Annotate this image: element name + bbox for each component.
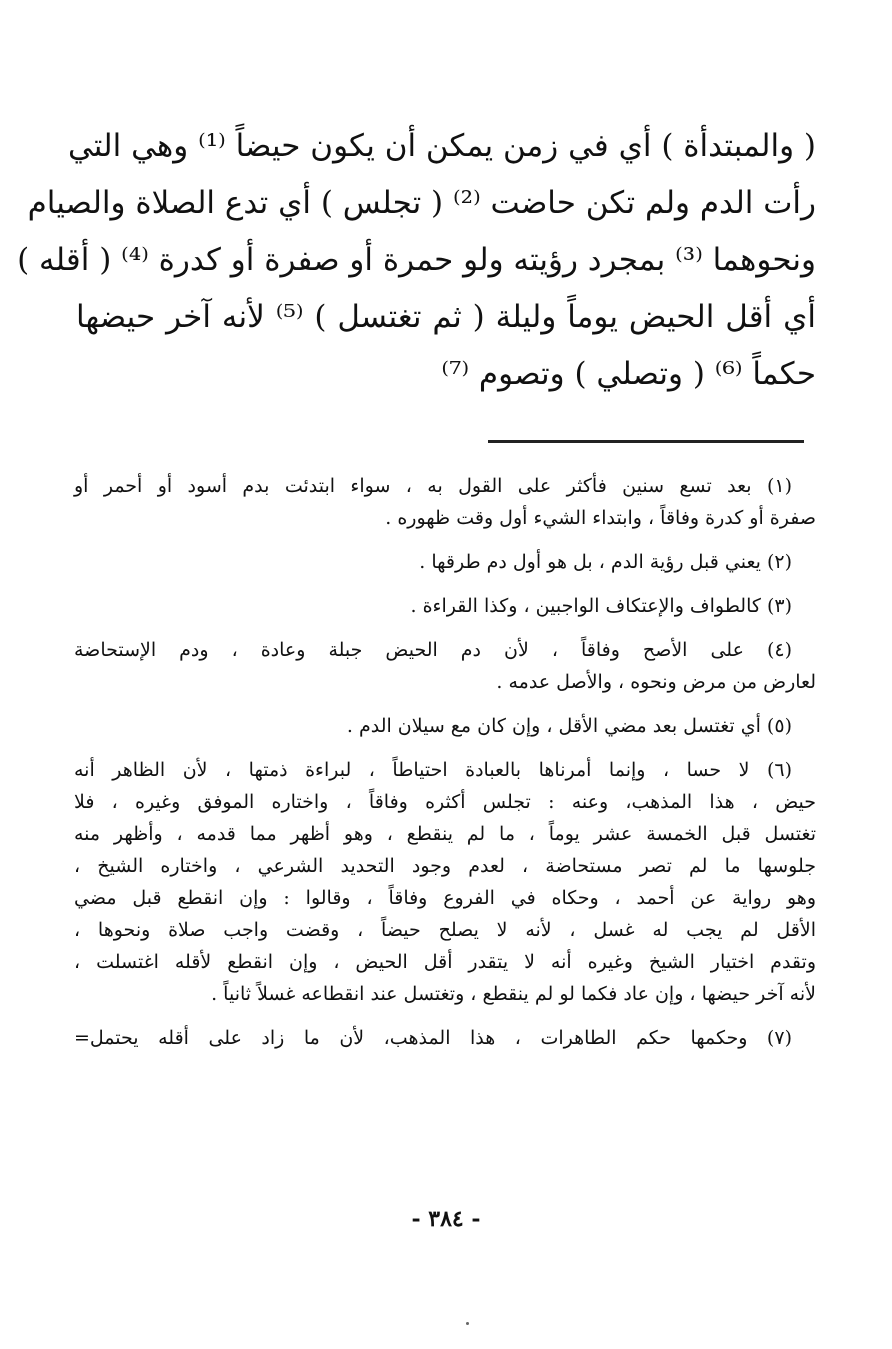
footnote-4	[74, 634, 816, 698]
footnote-line: حيض ، هذا المذهب، وعنه : تجلس أكثره وفاقاً ، واختاره الموفق وغيره ، فلا	[74, 791, 816, 813]
main-text-line: ( والمبتدأة ) أي في زمن يمكن أن يكون حيضاً ⁽¹⁾ وهي التي	[67, 128, 816, 164]
page-number: - ٣٨٤ -	[411, 1206, 481, 1232]
footnote-line: الأقل لم يجب له غسل ، لأنه لا يصلح حيضاً ، وقضت واجب صلاة ونحوها ،	[74, 919, 816, 941]
footnote-line: صفرة أو كدرة وفاقاً ، وابتداء الشيء أول وقت ظهوره .	[385, 507, 816, 529]
footnote-7	[74, 1022, 816, 1054]
footnote-line: تغتسل قبل الخمسة عشر يوماً ، ما لم ينقطع ، وهو أظهر مما قدمه ، وأظهر منه	[74, 823, 816, 845]
footnote-line: (٧) وحكمها حكم الطاهرات ، هذا المذهب، لأن ما زاد على أقله يحتمل=	[74, 1027, 792, 1049]
footnote-line: (٦) لا حسا ، وإنما أمرناها بالعبادة احتياطاً ، لبراءة ذمتها ، لأن الظاهر أنه	[74, 759, 792, 781]
main-text-line: حكماً ⁽⁶⁾ ( وتصلي ) وتصوم ⁽⁷⁾	[441, 356, 816, 392]
footnote-1	[74, 470, 816, 534]
footnote-line: وهو رواية عن أحمد ، وحكاه في الفروع وفاقاً ، وقالوا : وإن انقطع قبل مضي	[74, 887, 816, 909]
footnote-line: لأنه آخر حيضها ، وإن عاد فكما لو لم ينقطع ، وتغتسل عند انقطاعه غسلاً ثانياً .	[211, 983, 816, 1005]
footnote-2	[74, 546, 816, 578]
main-text-line: أي أقل الحيض يوماً وليلة ( ثم تغتسل ) ⁽⁵⁾ لأنه آخر حيضها	[76, 299, 816, 335]
footnote-3	[74, 590, 816, 622]
footnote-line: وتقدم اختيار الشيخ وغيره أنه لا يتقدر أقل الحيض ، وإن انقطع لأقله اغتسلت ،	[74, 951, 816, 973]
footnotes	[74, 470, 816, 1066]
footnote-line: (٢) يعني قبل رؤية الدم ، بل هو أول دم طرقها .	[419, 551, 792, 573]
footnote-line: (٣) كالطواف والإعتكاف الواجبين ، وكذا القراءة .	[410, 595, 792, 617]
footnote-6	[74, 754, 816, 1010]
main-text-line: ونحوهما ⁽³⁾ بمجرد رؤيته ولو حمرة أو صفرة أو كدرة ⁽⁴⁾ ( أقله )	[17, 242, 816, 278]
main-text-line: رأت الدم ولم تكن حاضت ⁽²⁾ ( تجلس ) أي تدع الصلاة والصيام	[27, 185, 816, 221]
scan-dot	[466, 1322, 469, 1325]
footnote-line: جلوسها ما لم تصر مستحاضة ، لعدم وجود التحديد الشرعي ، واختاره الشيخ ،	[74, 855, 816, 877]
footnote-line: (١) بعد تسع سنين فأكثر على القول به ، سواء ابتدئت بدم أسود أو أحمر أو	[74, 475, 792, 497]
footnote-5	[74, 710, 816, 742]
footnote-line: (٥) أي تغتسل بعد مضي الأقل ، وإن كان مع سيلان الدم .	[346, 715, 792, 737]
footnote-line: لعارض من مرض ونحوه ، والأصل عدمه .	[496, 671, 816, 693]
footnote-divider	[488, 440, 804, 443]
main-text	[17, 118, 816, 403]
footnote-line: (٤) على الأصح وفاقاً ، لأن دم الحيض جبلة وعادة ، ودم الإستحاضة	[74, 639, 792, 661]
